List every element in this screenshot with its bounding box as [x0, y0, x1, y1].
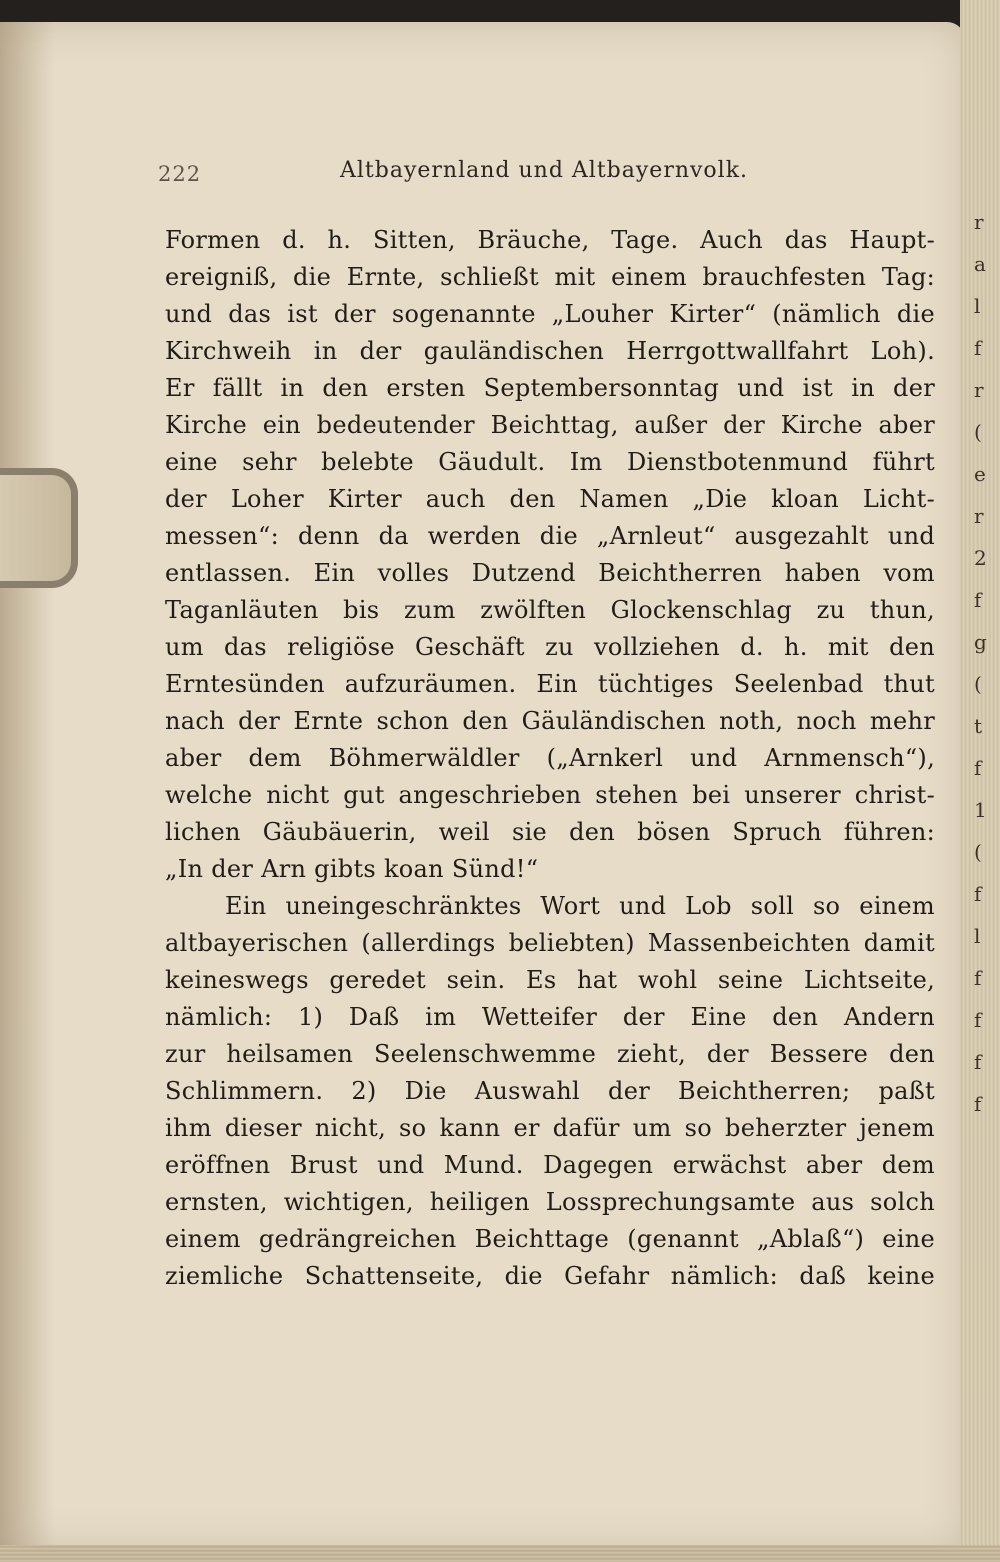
fore-edge-letter: e [974, 462, 986, 486]
fore-edge-letter: ( [974, 420, 982, 444]
text-line: zur heilsamen Seelenschwemme zieht, der Bessere den [165, 1040, 935, 1068]
fore-edge-letter: f [974, 1008, 982, 1032]
text-line: nämlich: 1) Daß im Wetteifer der Eine den Andern [165, 1003, 935, 1031]
fore-edge-letter: f [974, 1092, 982, 1116]
text-line: „In der Arn gibts koan Sünd!“ [165, 855, 539, 883]
text-line: ereigniß, die Ernte, schließt mit einem brauchfesten Tag: [165, 263, 935, 291]
text-line: der Loher Kirter auch den Namen „Die kloan Licht- [165, 485, 935, 513]
fore-edge-letter: f [974, 336, 982, 360]
text-line: Kirche ein bedeutender Beichttag, außer der Kirche aber [165, 411, 935, 439]
fore-edge-letter: ( [974, 672, 982, 696]
fore-edge-letter: f [974, 1050, 982, 1074]
text-line: altbayerischen (allerdings beliebten) Massenbeichten damit [165, 929, 935, 957]
text-line: Formen d. h. Sitten, Bräuche, Tage. Auch das Haupt- [165, 226, 935, 254]
fore-edge-letter: 1 [974, 798, 987, 822]
bookmark-clip [0, 468, 78, 588]
text-line: ihm dieser nicht, so kann er dafür um so beherzter jenem [165, 1114, 935, 1142]
fore-edge-letter: f [974, 966, 982, 990]
text-line: messen“: denn da werden die „Arnleut“ ausgezahlt und [165, 522, 935, 550]
fore-edge-letter: a [974, 252, 986, 276]
body-text [165, 222, 935, 1295]
text-line: Taganläuten bis zum zwölften Glockenschlag zu thun, [165, 596, 935, 624]
text-line: Er fällt in den ersten Septembersonntag und ist in der [165, 374, 935, 402]
text-line: eröffnen Brust und Mund. Dagegen erwächst aber dem [165, 1151, 935, 1179]
page-bottom-edge [0, 1545, 1000, 1562]
running-head: Altbayernland und Altbayernvolk. [340, 158, 749, 183]
text-line: aber dem Böhmerwäldler („Arnkerl und Arnmensch“), [165, 744, 935, 772]
fore-edge-letter: f [974, 882, 982, 906]
fore-edge-letter: f [974, 756, 982, 780]
fore-edge-letter: r [974, 210, 984, 234]
text-line: entlassen. Ein volles Dutzend Beichtherren haben vom [165, 559, 935, 587]
text-line: um das religiöse Geschäft zu vollziehen d. h. mit den [165, 633, 935, 661]
text-line: einem gedrängreichen Beichttage (genannt „Ablaß“) eine [165, 1225, 935, 1253]
text-line: nach der Ernte schon den Gäuländischen noth, noch mehr [165, 707, 935, 735]
fore-edge-letter: l [974, 924, 981, 948]
fore-edge-letter: t [974, 714, 983, 738]
fore-edge-letter: g [974, 630, 987, 654]
text-line: ziemliche Schattenseite, die Gefahr nämlich: daß keine [165, 1262, 935, 1290]
text-line: eine sehr belebte Gäudult. Im Dienstbotenmund führt [165, 448, 935, 476]
page-number: 222 [158, 162, 202, 186]
page-header [150, 150, 940, 190]
text-line: Ein uneingeschränktes Wort und Lob soll so einem [225, 892, 935, 920]
fore-edge-letter: r [974, 378, 984, 402]
text-line: Kirchweih in der gauländischen Herrgottwallfahrt Loh). [165, 337, 935, 365]
fore-edge-letter: l [974, 294, 981, 318]
fore-edge-letter: 2 [974, 546, 987, 570]
fore-edge-letter: r [974, 504, 984, 528]
text-line: keineswegs geredet sein. Es hat wohl seine Lichtseite, [165, 966, 935, 994]
text-line: Schlimmern. 2) Die Auswahl der Beichtherren; paßt [165, 1077, 935, 1105]
fore-edge-letter: f [974, 588, 982, 612]
fore-edge-letter: ( [974, 840, 982, 864]
page-fore-edge [960, 0, 1000, 1562]
text-line: Erntesünden aufzuräumen. Ein tüchtiges Seelenbad thut [165, 670, 935, 698]
text-line: lichen Gäubäuerin, weil sie den bösen Spruch führen: [165, 818, 935, 846]
text-line: welche nicht gut angeschrieben stehen bei unserer christ- [165, 781, 935, 809]
text-line: und das ist der sogenannte „Louher Kirter“ (nämlich die [165, 300, 935, 328]
text-line: ernsten, wichtigen, heiligen Lossprechungsamte aus solch [165, 1188, 935, 1216]
